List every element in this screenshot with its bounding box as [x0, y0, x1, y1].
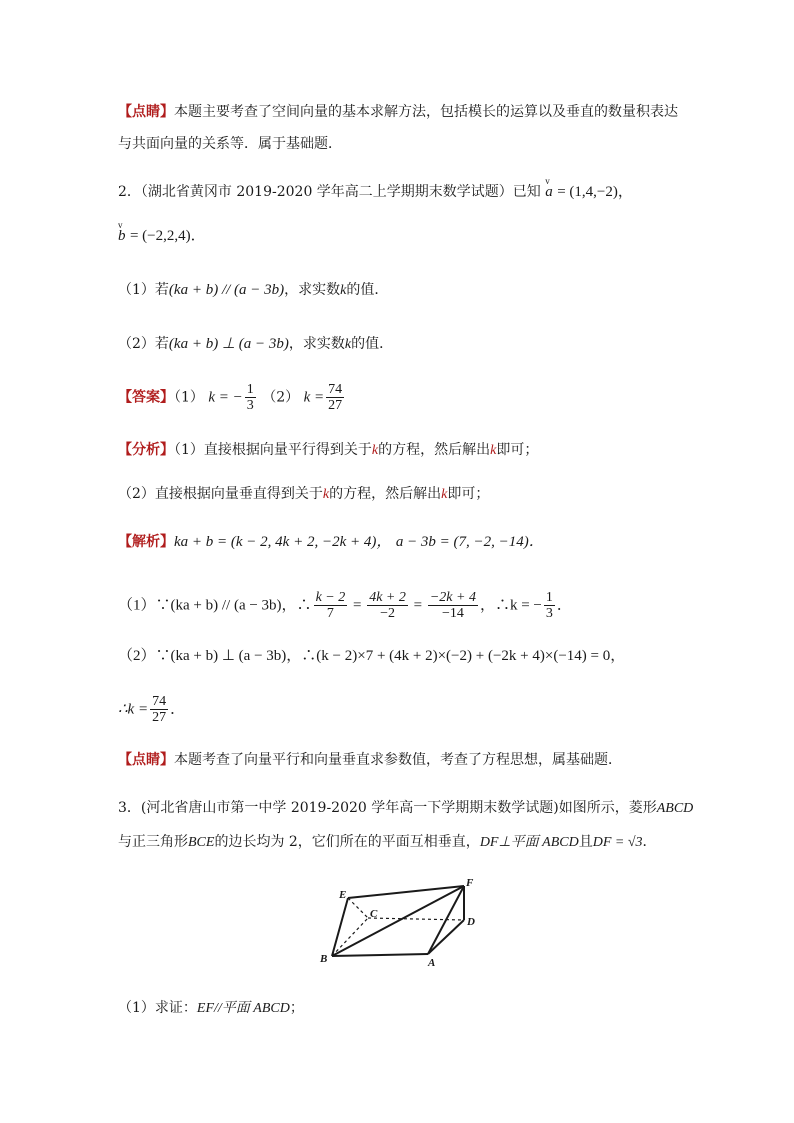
- answer-2-eq: k =: [303, 389, 325, 406]
- q3-part1-label: （1）求证：: [118, 1000, 197, 1016]
- analysis-1b: 的方程，然后解出: [378, 442, 491, 458]
- q3-line2d: DF⊥平面 ABCD: [479, 835, 579, 850]
- q2-solution-4: ∴k = $\frac{74}{27}$ ．: [118, 694, 186, 725]
- label-A: A: [428, 957, 436, 969]
- analysis-2c: 即可；: [447, 486, 490, 502]
- q3-part1: [118, 998, 304, 1019]
- dianjing-text-q2: 本题考查了向量平行和向量垂直求参数值，考查了方程思想，属基础题．: [174, 752, 622, 768]
- analysis-1a: （1）直接根据向量平行得到关于: [174, 442, 372, 458]
- q2-part2-label: （2）若: [118, 336, 169, 352]
- analysis-2a: （2）直接根据向量垂直得到关于: [118, 486, 323, 502]
- q2-a-value: = (1,4,−2)，: [557, 184, 633, 200]
- q2-part2: （2）若(ka + b) ⊥ (a − 3b)，求实数k的值．: [118, 336, 394, 352]
- sol-line2-prefix: （1）∵(ka + b) // (a − 3b)，∴: [118, 597, 312, 614]
- q2-part2-tail: ，求实数: [288, 336, 345, 352]
- sol-line2-mid: ，∴k = −: [479, 597, 542, 614]
- dianjing-line-2: [118, 134, 342, 154]
- edge-CD: [368, 918, 464, 920]
- sol-line1b: a − 3b = (7, −2, −14)．: [395, 534, 544, 550]
- answer-1-eq: k = −: [208, 389, 243, 406]
- label-E: E: [339, 889, 347, 901]
- edge-EB: [332, 898, 348, 956]
- q3-line-2: [118, 832, 657, 853]
- dianjing-line-1: [118, 102, 678, 122]
- q3-part1-expr: EF//平面 ABCD: [196, 1001, 290, 1016]
- sol-line1a: ka + b = (k − 2, 4k + 2, −2k + 4)，: [174, 534, 392, 550]
- q2-dianjing: [118, 750, 622, 770]
- q2-part2-expr: (ka + b) ⊥ (a − 3b): [168, 336, 289, 352]
- q3-line2a: 与正三角形: [118, 834, 188, 850]
- vector-a: v a: [545, 182, 553, 202]
- sol-line4-prefix: ∴k =: [118, 701, 149, 718]
- answer-1-fraction: $\frac{1}{3}$: [246, 382, 254, 413]
- label-C: C: [370, 908, 378, 920]
- answer-1-label: （1）: [174, 389, 204, 406]
- sol-frac-3: $\frac{-2k + 4}{-14}$: [429, 590, 476, 621]
- dianjing-tag: 【点睛】: [118, 104, 174, 120]
- analysis-2b: 的方程，然后解出: [329, 486, 442, 502]
- vector-b: v b: [118, 226, 126, 246]
- q2-b-value: = (−2,2,4)．: [129, 228, 206, 244]
- q3-line2g: ．: [642, 834, 657, 850]
- q2-part1-expr: (ka + b) // (a − 3b): [168, 282, 285, 298]
- q3-line2e: 且: [578, 834, 593, 850]
- sol-frac-5: $\frac{74}{27}$: [152, 694, 167, 725]
- sol-frac-4: $\frac{1}{3}$: [545, 590, 553, 621]
- q2-answer: [118, 382, 346, 413]
- dianjing-tag-2: 【点睛】: [118, 752, 174, 768]
- answer-tag: 【答案】: [118, 389, 174, 406]
- answer-2-fraction: $\frac{74}{27}$: [328, 382, 343, 413]
- q2-stem-prefix: 2．（湖北省黄冈市 2019-2020 学年高二上学期期末数学试题）已知: [118, 184, 541, 200]
- solution-tag: 【解析】: [118, 534, 174, 550]
- label-F: F: [466, 877, 474, 889]
- q2-analysis-2: （2）直接根据向量垂直得到关于k的方程，然后解出k即可；: [118, 486, 490, 502]
- q2-part1-tail: ，求实数: [284, 282, 341, 298]
- q2-part1: （1）若(ka + b) // (a − 3b)，求实数k的值．: [118, 282, 389, 298]
- sol-frac-2: $\frac{4k + 2}{-2}$: [369, 590, 406, 621]
- answer-2-label: （2）: [262, 389, 300, 406]
- q2-part1-label: （1）若: [118, 282, 169, 298]
- q3-line2c: 的边长均为 2，它们所在的平面互相垂直，: [214, 834, 480, 850]
- q2-b-line: [118, 226, 206, 246]
- edge-BA: [332, 954, 428, 956]
- q2-part1-end: 的值．: [346, 282, 389, 298]
- geometry-figure: [314, 874, 484, 970]
- analysis-1c: 即可；: [496, 442, 539, 458]
- q3-line-1: [118, 798, 693, 819]
- dianjing-text-1: 本题主要考查了空间向量的基本求解方法，包括模长的运算以及垂直的数量积表达: [174, 104, 678, 120]
- q2-part2-end: 的值．: [351, 336, 394, 352]
- label-D: D: [467, 916, 475, 928]
- label-B: B: [320, 953, 328, 965]
- analysis-tag: 【分析】: [118, 442, 174, 458]
- q3-line2f: DF = √3: [592, 835, 643, 850]
- q2-solution-1: [118, 532, 544, 552]
- sol-frac-1: $\frac{k - 2}{7}$: [315, 590, 346, 621]
- edge-BF: [332, 886, 464, 956]
- edge-AD: [428, 920, 464, 954]
- sol-line3: （2）∵(ka + b) ⊥ (a − 3b)，∴(k − 2)×7 + (4k + 2)×(−2) + (−2k + 4)×(−14) = 0，: [118, 648, 626, 664]
- q3-line1b: ABCD: [656, 801, 694, 816]
- edge-EC: [348, 898, 368, 918]
- q2-stem: [118, 182, 633, 202]
- q2-solution-2: （1）∵(ka + b) // (a − 3b)，∴ $\frac{k - 2}{7}$ = $\frac{4k + 2}{-2}$ = $\frac{-2k + 4}{-14}$ ，∴k = − $\frac{1}{3}$ ．: [118, 590, 572, 621]
- dianjing-text-2: 与共面向量的关系等．属于基础题．: [118, 136, 342, 152]
- q3-part1-end: ；: [289, 1000, 304, 1016]
- q3-line2b: BCE: [188, 835, 215, 850]
- q3-line1a: 3．(河北省唐山市第一中学 2019-2020 学年高一下学期期末数学试题)如图所示，菱形: [118, 800, 657, 816]
- q2-analysis-1: 【分析】（1）直接根据向量平行得到关于k的方程，然后解出k即可；: [118, 442, 539, 458]
- q2-solution-3: [118, 646, 625, 666]
